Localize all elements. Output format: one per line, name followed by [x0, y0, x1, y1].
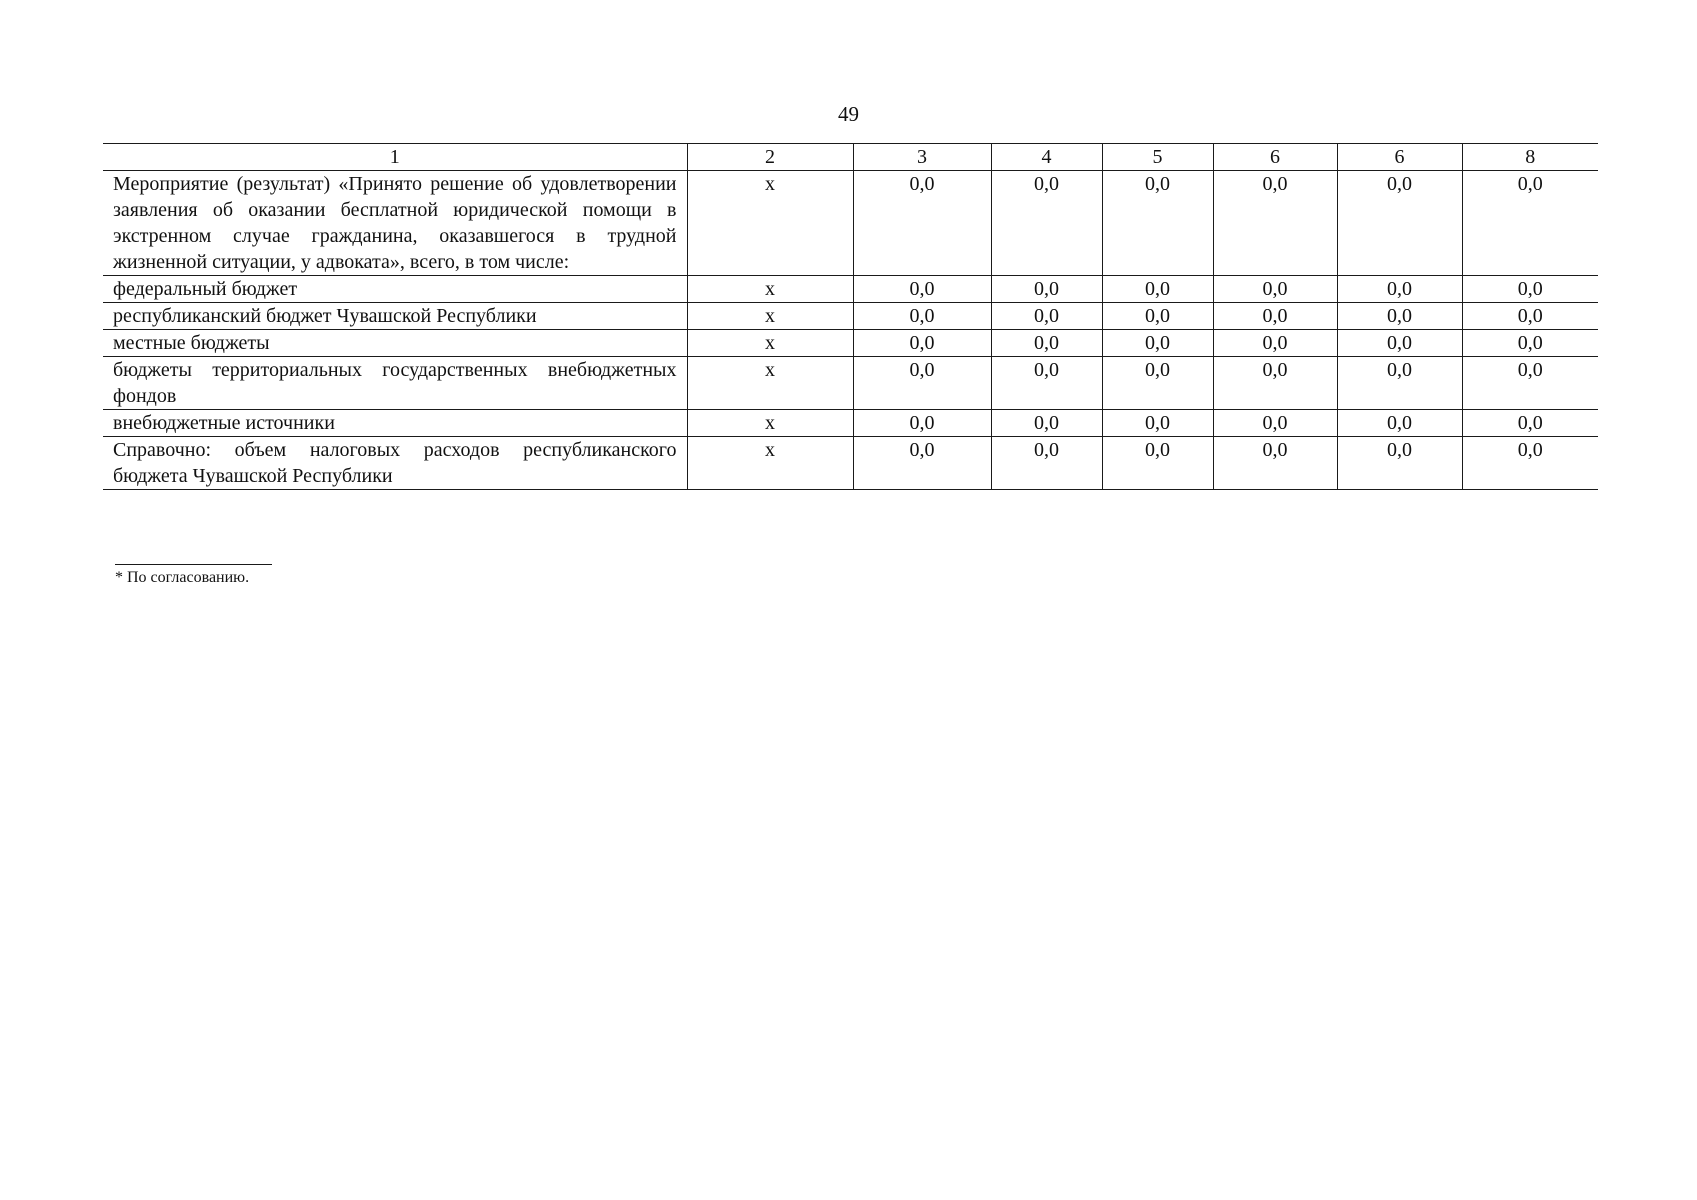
- table-cell: 0,0: [1213, 357, 1337, 410]
- budget-table: [103, 143, 1598, 490]
- table-cell: 0,0: [1213, 303, 1337, 330]
- table-cell: 0,0: [1337, 171, 1462, 276]
- row-label: внебюджетные источники: [103, 410, 687, 437]
- table-cell: 0,0: [1213, 437, 1337, 490]
- row-label: Мероприятие (результат) «Принято решение об удовлетворении заявления об оказании бесплатной юридической помощи в экстренном случае гражданина, оказавшегося в трудной жизненной ситуации, у адвоката», всего, в том числе:: [103, 171, 687, 276]
- table-cell: 0,0: [1462, 171, 1598, 276]
- table-cell: х: [687, 437, 853, 490]
- table-cell: х: [687, 357, 853, 410]
- table-cell: 0,0: [1102, 437, 1213, 490]
- table-cell: 0,0: [1337, 437, 1462, 490]
- table-row: [103, 357, 1598, 410]
- column-header: 2: [687, 144, 853, 171]
- table-cell: 0,0: [991, 276, 1102, 303]
- table-cell: 0,0: [1337, 357, 1462, 410]
- table-cell: 0,0: [853, 330, 991, 357]
- table-cell: 0,0: [853, 410, 991, 437]
- table-cell: 0,0: [1337, 410, 1462, 437]
- row-label: федеральный бюджет: [103, 276, 687, 303]
- table-cell: 0,0: [1337, 303, 1462, 330]
- table-row: [103, 410, 1598, 437]
- table-cell: 0,0: [991, 437, 1102, 490]
- table-cell: х: [687, 171, 853, 276]
- table-row: [103, 303, 1598, 330]
- footnote-divider: [115, 564, 272, 565]
- table-cell: 0,0: [1102, 276, 1213, 303]
- table-cell: 0,0: [853, 437, 991, 490]
- table-cell: 0,0: [1102, 410, 1213, 437]
- table-cell: 0,0: [991, 410, 1102, 437]
- table-cell: 0,0: [1213, 276, 1337, 303]
- table-cell: 0,0: [1102, 357, 1213, 410]
- table-cell: 0,0: [1462, 276, 1598, 303]
- column-header: 3: [853, 144, 991, 171]
- row-label: Справочно: объем налоговых расходов республиканского бюджета Чувашской Республики: [103, 437, 687, 490]
- table-cell: х: [687, 303, 853, 330]
- column-header: 5: [1102, 144, 1213, 171]
- table-cell: 0,0: [1462, 303, 1598, 330]
- table-cell: 0,0: [1102, 330, 1213, 357]
- table-cell: 0,0: [1337, 276, 1462, 303]
- page-number: 49: [838, 102, 859, 126]
- table-cell: 0,0: [1213, 410, 1337, 437]
- table-cell: х: [687, 330, 853, 357]
- table-cell: 0,0: [1337, 330, 1462, 357]
- row-label: местные бюджеты: [103, 330, 687, 357]
- table-cell: 0,0: [991, 330, 1102, 357]
- table-cell: 0,0: [1462, 330, 1598, 357]
- table-cell: х: [687, 410, 853, 437]
- row-label: республиканский бюджет Чувашской Республики: [103, 303, 687, 330]
- table-cell: 0,0: [1213, 330, 1337, 357]
- column-header: 8: [1462, 144, 1598, 171]
- column-header: 1: [103, 144, 687, 171]
- table-cell: х: [687, 276, 853, 303]
- table-cell: 0,0: [991, 171, 1102, 276]
- column-header: 6: [1213, 144, 1337, 171]
- table-cell: 0,0: [1462, 410, 1598, 437]
- row-label: бюджеты территориальных государственных внебюджетных фондов: [103, 357, 687, 410]
- table-header: [103, 144, 1598, 171]
- table-cell: 0,0: [1462, 357, 1598, 410]
- table-cell: 0,0: [853, 303, 991, 330]
- table-cell: 0,0: [991, 357, 1102, 410]
- table-cell: 0,0: [853, 276, 991, 303]
- table-cell: 0,0: [1102, 171, 1213, 276]
- table-cell: 0,0: [853, 171, 991, 276]
- table-cell: 0,0: [853, 357, 991, 410]
- table-cell: 0,0: [991, 303, 1102, 330]
- table-cell: 0,0: [1462, 437, 1598, 490]
- table-row: [103, 330, 1598, 357]
- table-row: [103, 437, 1598, 490]
- header-row: [103, 144, 1598, 171]
- footnote: * По согласованию.: [115, 569, 250, 586]
- table-row: [103, 276, 1598, 303]
- table-body: [103, 171, 1598, 490]
- table-cell: 0,0: [1102, 303, 1213, 330]
- table-row: [103, 171, 1598, 276]
- column-header: 4: [991, 144, 1102, 171]
- table-cell: 0,0: [1213, 171, 1337, 276]
- column-header: 6: [1337, 144, 1462, 171]
